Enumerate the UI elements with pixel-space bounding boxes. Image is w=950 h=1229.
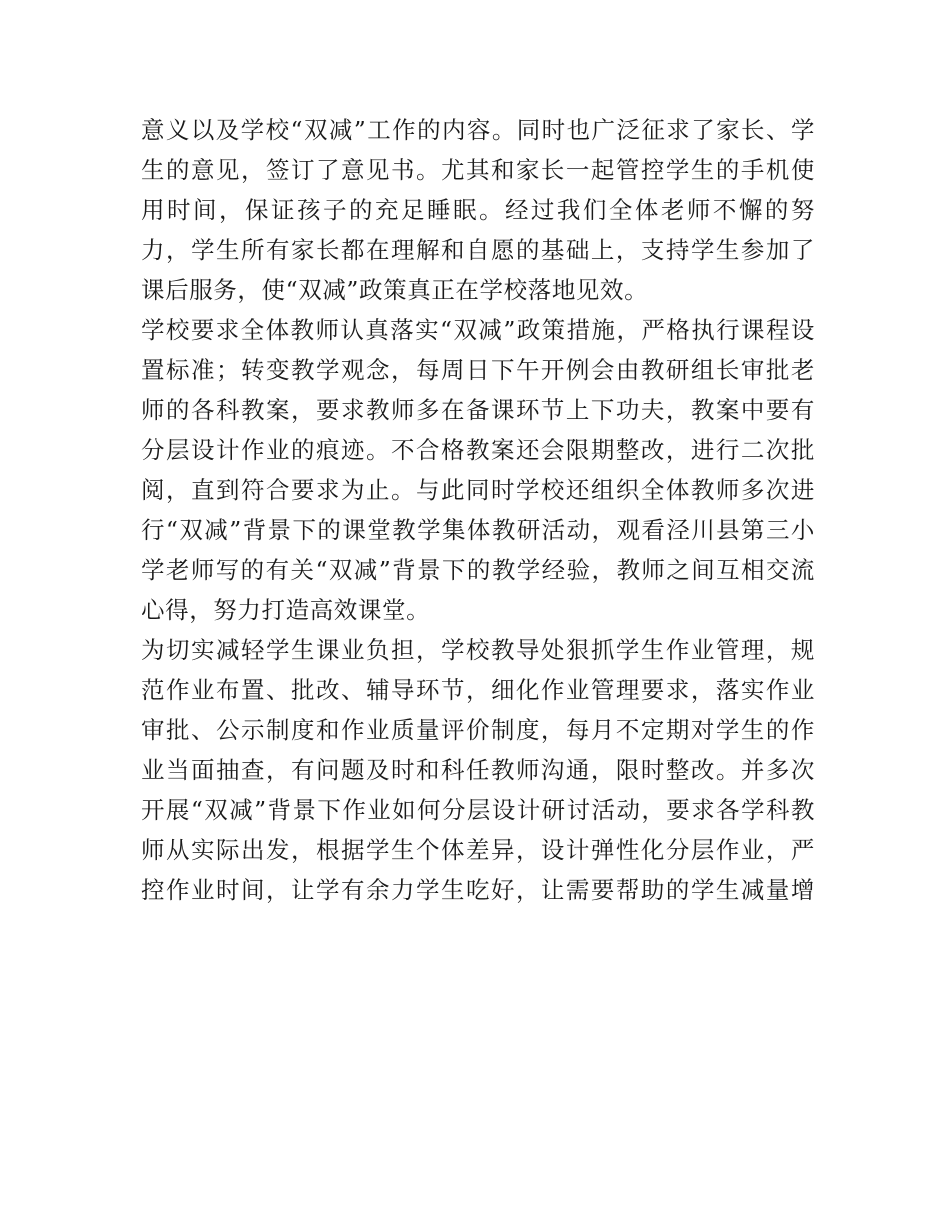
text-line: 课后服务，使“双减”政策真正在学校落地见效。 xyxy=(141,276,649,304)
text-line: 师的各科教案，要求教师多在备课环节上下功夫，教案中要有 xyxy=(141,396,815,424)
paragraph-1 xyxy=(141,110,815,310)
text-line: 意义以及学校“双减”工作的内容。同时也广泛征求了家长、学 xyxy=(141,116,815,144)
text-line: 生的意见，签订了意见书。尤其和家长一起管控学生的手机使 xyxy=(141,156,815,184)
text-line: 范作业布置、批改、辅导环节，细化作业管理要求，落实作业 xyxy=(141,676,815,704)
text-line: 力，学生所有家长都在理解和自愿的基础上，支持学生参加了 xyxy=(141,236,815,264)
paragraph-2 xyxy=(141,310,815,630)
document-body xyxy=(141,110,815,910)
text-line: 分层设计作业的痕迹。不合格教案还会限期整改，进行二次批 xyxy=(141,436,815,464)
text-line: 置标准；转变教学观念，每周日下午开例会由教研组长审批老 xyxy=(141,356,815,384)
text-line: 学校要求全体教师认真落实“双减”政策措施，严格执行课程设 xyxy=(141,316,815,344)
text-line: 为切实减轻学生课业负担，学校教导处狠抓学生作业管理，规 xyxy=(141,636,815,664)
text-line: 心得，努力打造高效课堂。 xyxy=(141,596,431,624)
text-line: 开展“双减”背景下作业如何分层设计研讨活动，要求各学科教 xyxy=(141,796,815,824)
text-line: 师从实际出发，根据学生个体差异，设计弹性化分层作业，严 xyxy=(141,836,815,864)
text-line: 学老师写的有关“双减”背景下的教学经验，教师之间互相交流 xyxy=(141,556,815,584)
text-line: 阅，直到符合要求为止。与此同时学校还组织全体教师多次进 xyxy=(141,476,815,504)
text-line: 用时间，保证孩子的充足睡眠。经过我们全体老师不懈的努 xyxy=(141,196,815,224)
paragraph-3 xyxy=(141,630,815,910)
text-line: 业当面抽查，有问题及时和科任教师沟通，限时整改。并多次 xyxy=(141,756,815,784)
text-line: 行“双减”背景下的课堂教学集体教研活动，观看泾川县第三小 xyxy=(141,516,815,544)
text-line: 控作业时间，让学有余力学生吃好，让需要帮助的学生减量增 xyxy=(141,876,815,904)
text-line: 审批、公示制度和作业质量评价制度，每月不定期对学生的作 xyxy=(141,716,815,744)
